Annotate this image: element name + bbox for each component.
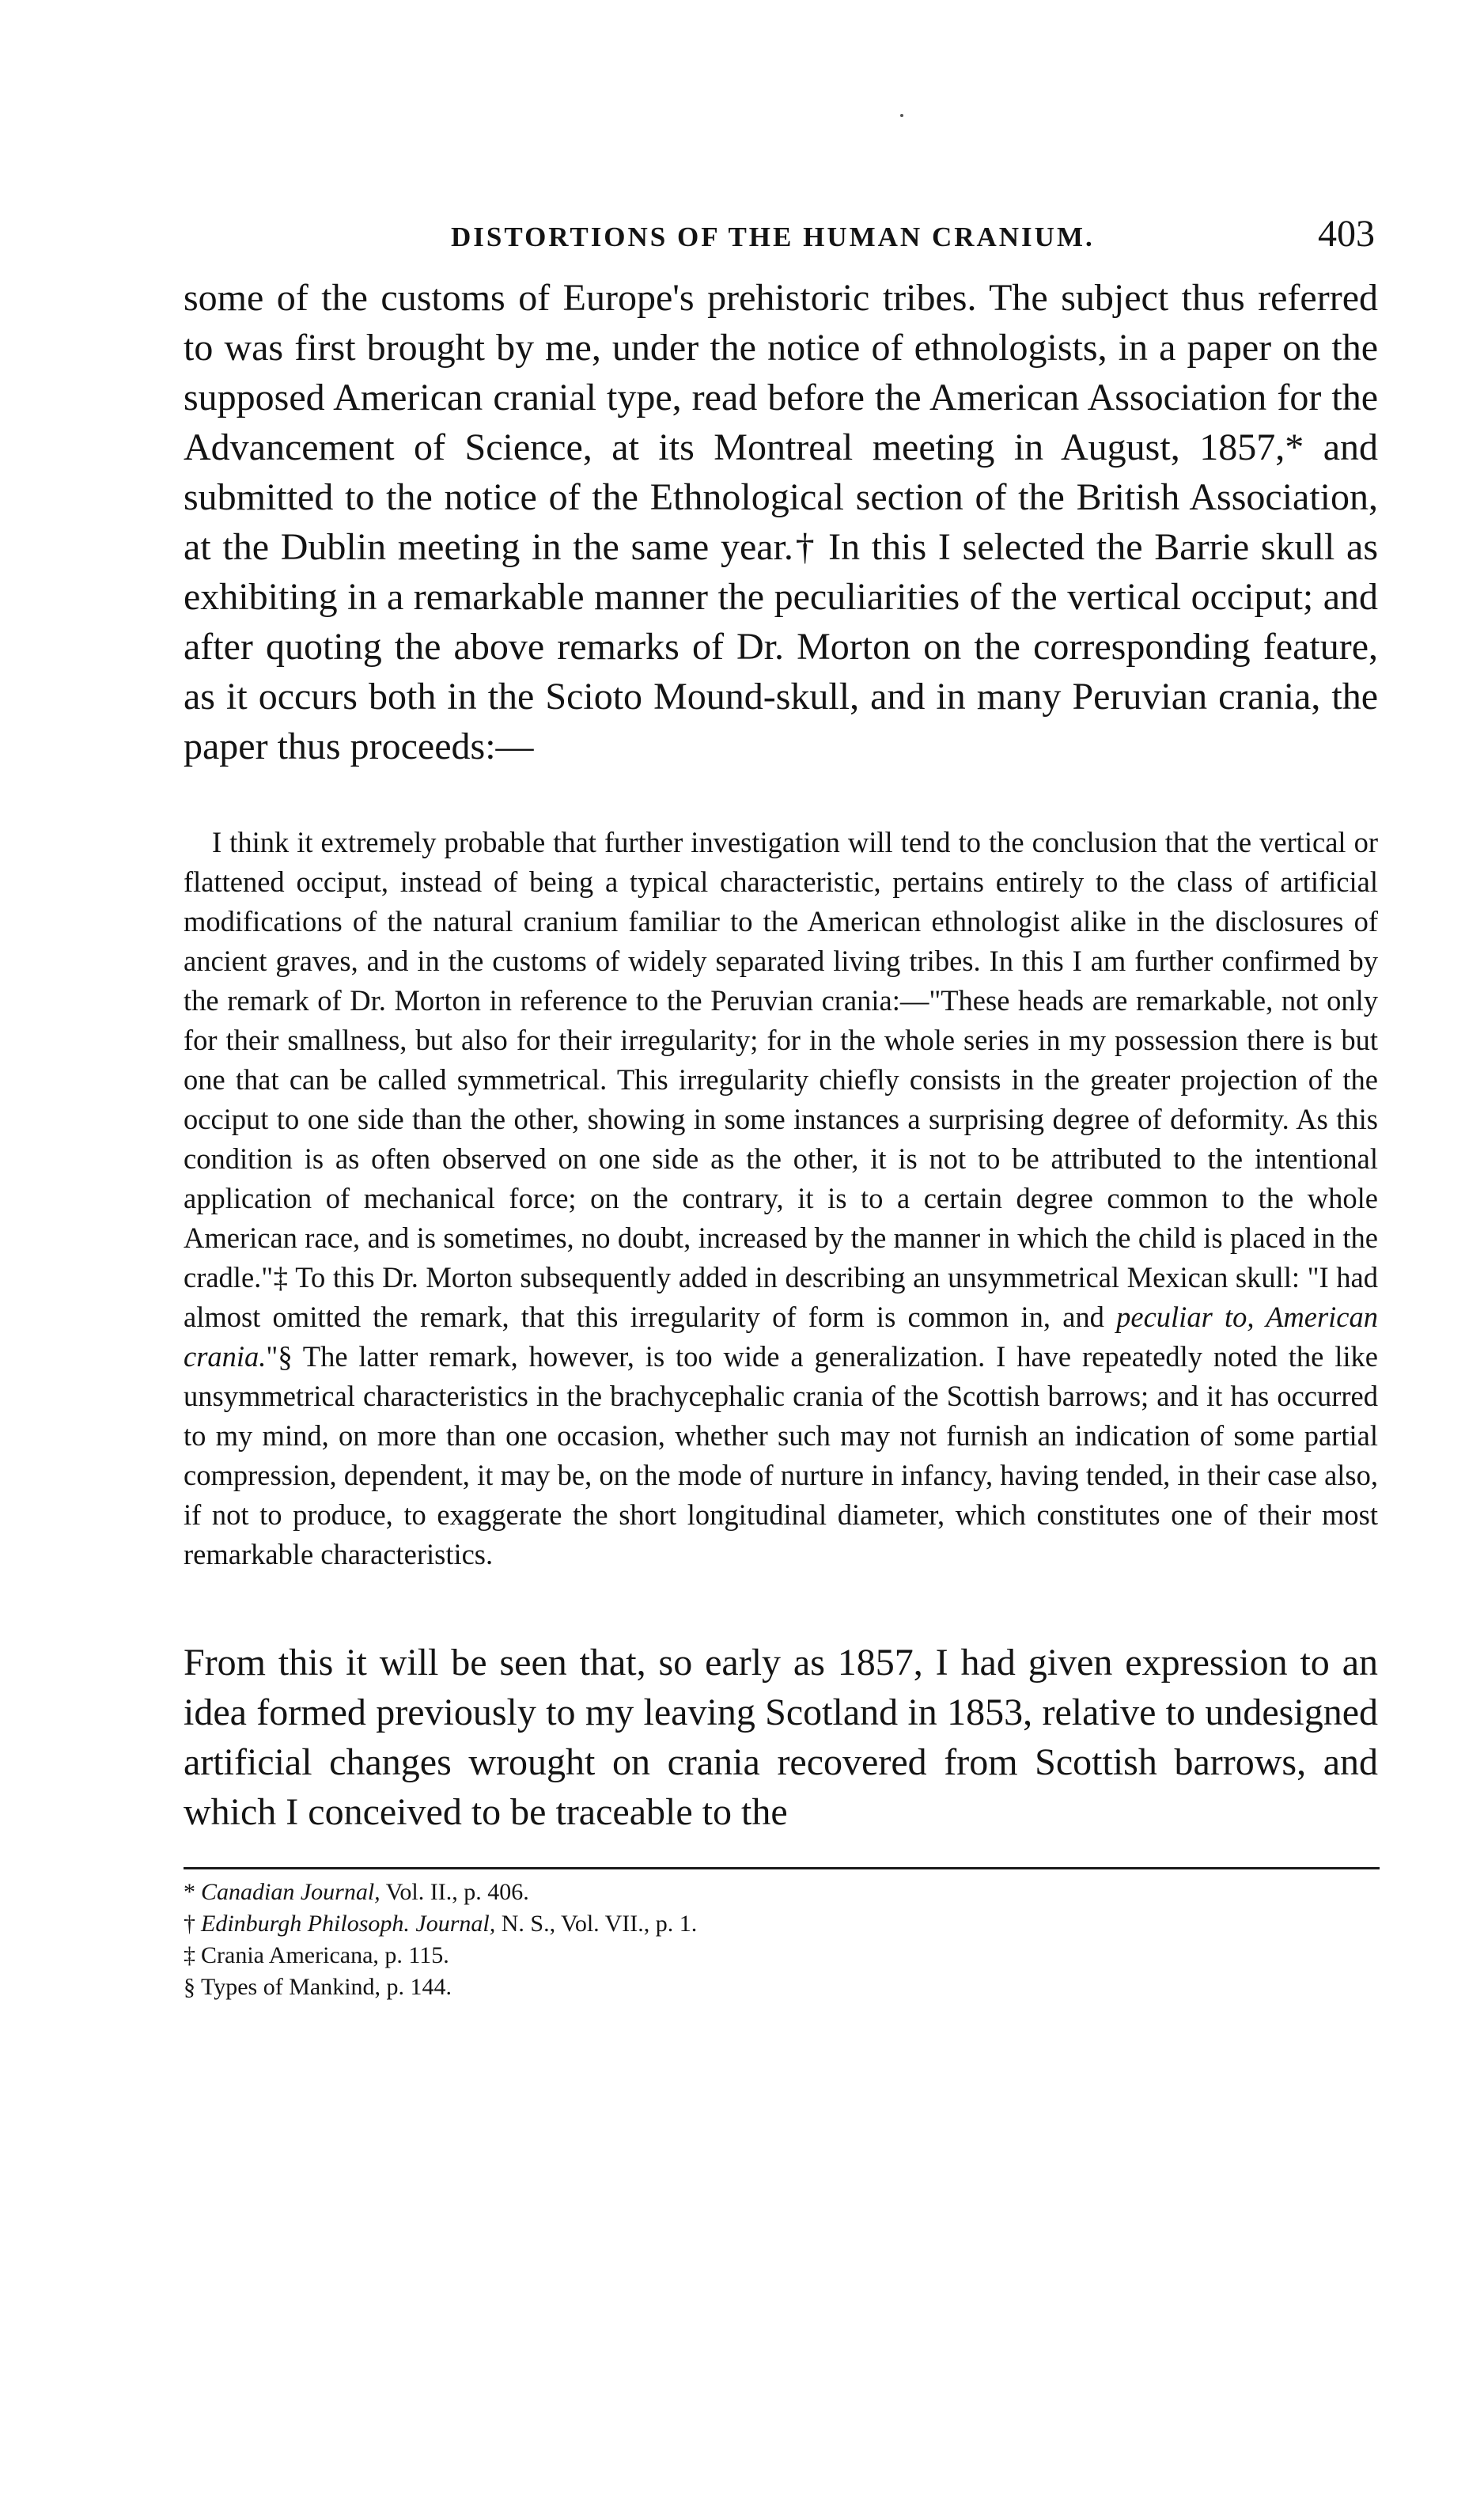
footnote [184,1940,975,1971]
footnote-source: Edinburgh Philosoph. Journal, [201,1911,496,1937]
quote-text: I think it extremely probable that further investigation will tend to the conclusion that the vertical or flattened occiput, instead of being a typical characteristic, pertains entirely to the class of artificial modifications of the natural cranium familiar to the American ethnologist alike in the disclosures of ancient graves, and in the customs of widely separated living tribes. In this I am further confirmed by the remark of Dr. Morton in reference to the Peruvian crania:—"These heads are remarkable, not only for their smallness, but also for their irregularity; for in the whole series in my possession there is but one that can be called symmetrical. This irregularity chiefly consists in the greater projection of the occiput to one side than the other, showing in some instances a surprising degree of deformity. As this condition is as often observed on one side as the other, it is not to be attributed to the intentional application of mechanical force; on the contrary, it is to a certain degree common to the whole American race, and is sometimes, no doubt, increased by the manner in which the child is placed in the cradle."‡ To this Dr. Morton subsequently added in describing an unsymmetrical Mexican skull: "I had almost omitted the remark, that this irregularity of form is common in, and [184,826,1378,1333]
page-header [184,207,1380,263]
footnote [184,1877,975,1908]
quote-text-continued: "§ The latter remark, however, is too wide a generalization. I have repeatedly noted the like unsymmetrical characteristics in the brachycephalic crania of the Scottish barrows; and it has occurred to my mind, on more than one occasion, whether such may not furnish an indication of some partial compression, dependent, it may be, on the mode of nurture in infancy, having tended, in their case also, if not to produce, to exaggerate the short longitudinal diameter, which constitutes one of their most remarkable characteristics. [184,1340,1378,1570]
footnote-divider [184,1867,1380,1869]
footnote-mark: ‡ [184,1942,195,1968]
running-head: DISTORTIONS OF THE HUMAN CRANIUM. [451,222,1095,252]
footnotes [184,1877,975,2003]
book-page [184,119,1380,2460]
block-quote [184,823,1378,1574]
footnote-detail: Types of Mankind, p. 144. [201,1974,452,2000]
body-paragraph: some of the customs of Europe's prehistoric tribes. The subject thus referred to was first brought by me, under the notice of ethnologists, in a paper on the supposed American cranial type, read before the American Association for the Advancement of Science, at its Montreal meeting in August, 1857,* and submitted to the notice of the Ethnological section of the British Association, at the Dublin meeting in the same year.† In this I selected the Barrie skull as exhibiting in a remarkable manner the peculiarities of the vertical occiput; and after quoting the above remarks of Dr. Morton on the corresponding feature, as it occurs both in the Scioto Mound-skull, and in many Peruvian crania, the paper thus proceeds:— [184,277,1378,767]
footnote-source: Canadian Journal, [201,1879,380,1905]
print-speck [900,114,903,117]
footnote [184,1908,975,1940]
footnote-detail: Vol. II., p. 406. [380,1879,529,1905]
footnote-mark: † [184,1911,195,1937]
footnote-mark: § [184,1974,195,2000]
quote-italic-text: peculiar to, American crania. [184,1301,1378,1373]
footnote-detail: Crania Americana, p. 115. [201,1942,449,1968]
footnote-mark: * [184,1879,195,1905]
footnote-detail: N. S., Vol. VII., p. 1. [495,1911,698,1937]
footnote [184,1971,975,2003]
page-number: 403 [1318,213,1375,255]
body-paragraph-continued: From this it will be seen that, so early as 1857, I had given expression to an idea formed previously to my leaving Scotland in 1853, relative to undesigned artificial changes wrought on crania recovered from Scottish barrows, and which I conceived to be traceable to the [184,1642,1378,1833]
